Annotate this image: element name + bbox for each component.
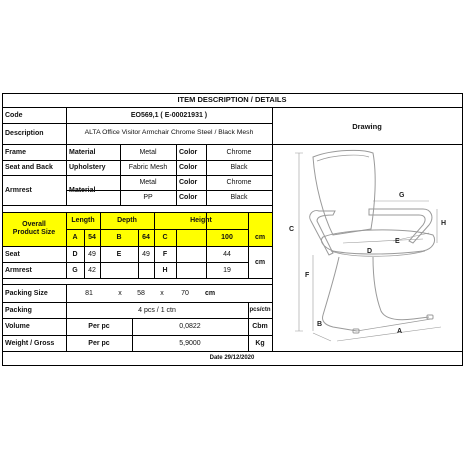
dim-a-label: A [72, 234, 78, 241]
frame-material-label: Material [69, 148, 96, 156]
dim-g-value: 42 [88, 266, 96, 274]
drawing-letter-h: H [441, 220, 447, 227]
dim-e-value: 49 [142, 250, 150, 258]
volume-label: Volume [5, 323, 30, 330]
drawing-letter-b: B [317, 321, 323, 328]
dim-e-label: E [116, 250, 122, 258]
armrest-label: Armrest [5, 186, 32, 194]
seat-back-label: Seat and Back [5, 164, 53, 171]
weight-per: Per pc [88, 339, 110, 347]
dim-h-value: 19 [223, 266, 231, 274]
seat-back-material-label: Upholstery [69, 164, 106, 171]
drawing-label: Drawing [352, 122, 382, 132]
drawing-letter-a: A [397, 328, 403, 335]
frame-color-label: Color [179, 148, 198, 156]
chair-drawing [273, 145, 461, 350]
description-value: ALTA Office Visitor Armchair Chrome Steel / Black Mesh [84, 129, 254, 137]
chair-armrest-right [369, 209, 432, 243]
armrest-color-2: Black [230, 194, 248, 201]
drawing-letter-g: G [399, 192, 405, 199]
armrest-material-2: PP [143, 194, 153, 201]
volume-value: 0,0822 [179, 323, 201, 330]
weight-unit: Kg [255, 339, 265, 347]
seat-label: Seat [5, 250, 20, 258]
packing-size-length: 81 [85, 289, 93, 297]
weight-label: Weight / Gross [5, 339, 55, 347]
dim-f-value: 44 [223, 250, 231, 258]
dim-b-label: B [116, 234, 122, 241]
armrest-color-label-1: Color [179, 179, 198, 186]
dim-h-label: H [162, 266, 168, 274]
armrest-dim-label: Armrest [5, 266, 32, 274]
volume-per: Per pc [88, 323, 110, 330]
frame-label: Frame [5, 148, 27, 156]
dim-g-label: G [72, 266, 78, 274]
drawing-letter-c: C [289, 226, 295, 233]
chair-backrest [313, 150, 375, 235]
description-label: Description [5, 130, 44, 137]
armrest-color-label-2: Color [179, 194, 198, 201]
chair-armrest-left [310, 211, 335, 255]
frame-color: Chrome [226, 148, 252, 156]
weight-value: 5,9000 [179, 339, 201, 347]
packing-size-width: 58 [137, 289, 145, 297]
packing-label: Packing [5, 306, 32, 314]
dim-c-value: 100 [221, 234, 233, 241]
dim-f-label: F [162, 250, 168, 258]
seat-back-color-label: Color [179, 164, 198, 171]
drawing-letter-e: E [395, 238, 400, 245]
overall-size-label: Overall Product Size [12, 220, 56, 236]
dim-b-value: 64 [142, 234, 150, 241]
packing-size-label: Packing Size [5, 289, 48, 297]
volume-unit: Cbm [252, 323, 268, 330]
dim-d-label: D [72, 250, 78, 258]
dim-d-value: 49 [88, 250, 96, 258]
frame-material: Metal [139, 148, 157, 156]
dim-c-label: C [162, 234, 168, 241]
dim-seat-armrest-unit: cm [254, 258, 266, 266]
page-title: ITEM DESCRIPTION / DETAILS [177, 95, 287, 105]
dim-line-a [337, 327, 441, 341]
packing-unit: pcs/ctn [249, 307, 271, 313]
packing-value: 4 pcs / 1 ctn [138, 306, 176, 314]
packing-size-height: 70 [181, 289, 189, 297]
date-label: Date 29/12/2020 [209, 355, 255, 361]
code-label: Code [5, 111, 23, 119]
code-value: EO569,1 ( E-00021931 ) [130, 111, 208, 119]
packing-size-x1: x [118, 289, 122, 297]
seat-back-material: Fabric Mesh [128, 164, 168, 171]
length-header: Length [71, 217, 95, 224]
packing-size-x2: x [160, 289, 164, 297]
depth-header: Depth [117, 217, 137, 224]
dim-line-b [313, 333, 331, 341]
chair-seat [321, 230, 434, 254]
seat-back-color: Black [230, 164, 248, 171]
height-header: Height [190, 217, 212, 224]
drawing-letter-d: D [367, 248, 373, 255]
dim-overall-unit: cm [254, 234, 266, 241]
armrest-material-label: Material [69, 186, 96, 194]
packing-size-unit: cm [204, 289, 216, 297]
chair-frame [322, 257, 357, 331]
drawing-letter-f: F [305, 272, 310, 279]
dim-a-value: 54 [88, 234, 96, 241]
armrest-color-1: Chrome [226, 179, 252, 186]
armrest-material-1: Metal [139, 179, 157, 186]
